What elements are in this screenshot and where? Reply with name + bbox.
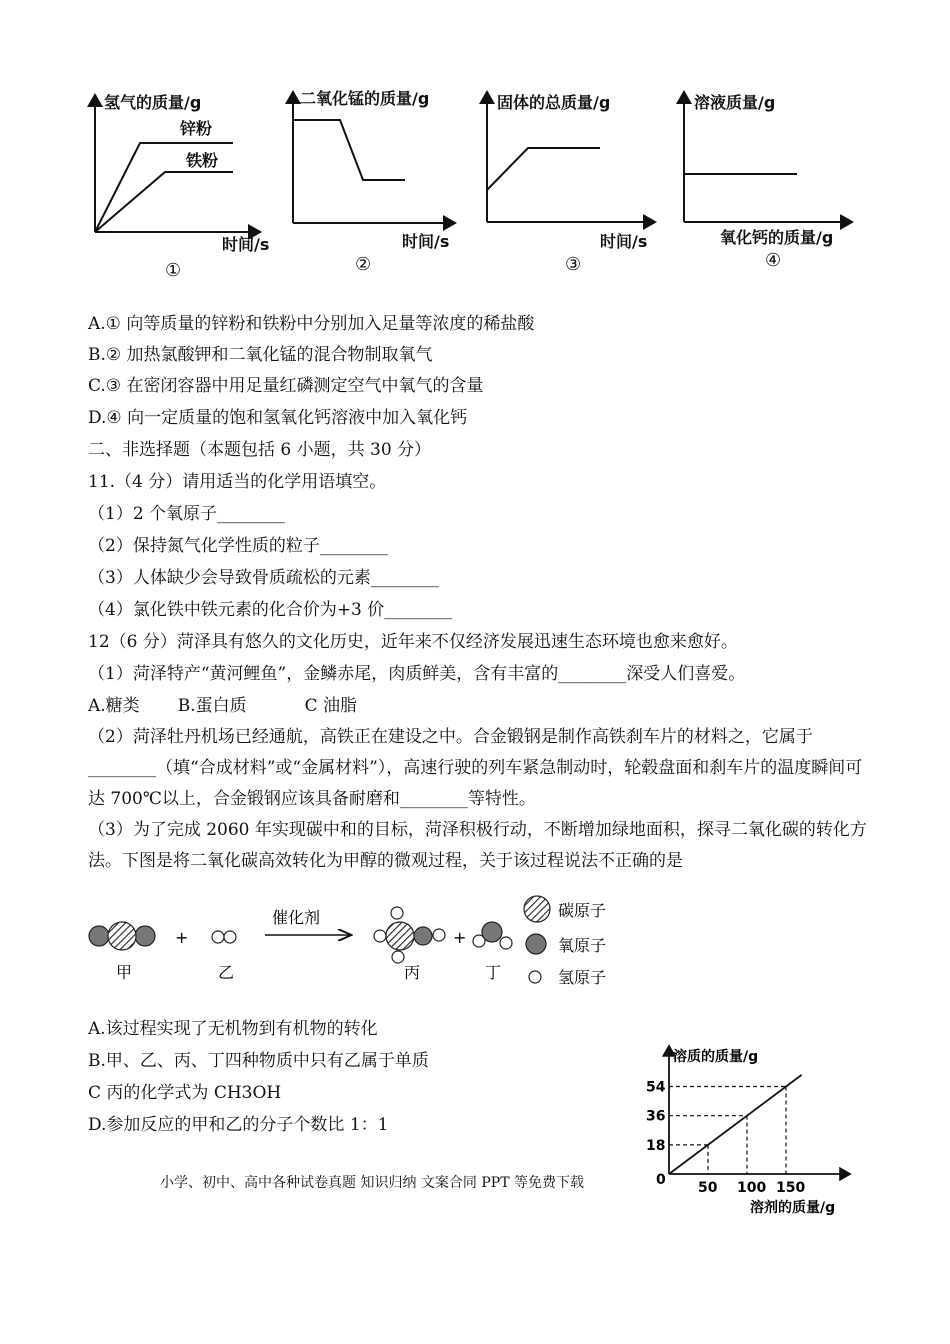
x-tick-label: 150: [776, 1180, 806, 1196]
solid-mass-line: [487, 148, 600, 190]
chart-xlabel: 溶剂的质量/g: [750, 1200, 836, 1216]
iron-line: [95, 172, 233, 232]
h2-molecule: [212, 931, 236, 943]
graph1-xlabel: 时间/s: [222, 235, 270, 254]
legend-carbon: 碳原子: [558, 901, 607, 920]
catalyst-label: 催化剂: [272, 908, 321, 927]
legend-oxygen: 氧原子: [558, 936, 607, 955]
graph2-ylabel: 二氧化锰的质量/g: [300, 89, 430, 108]
mno2-line: [293, 120, 405, 180]
graph-1: [95, 93, 269, 281]
q10-option-c: C.③ 在密闭容器中用足量红磷测定空气中氧气的含量: [88, 376, 484, 396]
solubility-chart: [630, 1040, 870, 1220]
q12-part-1: （1）菏泽特产“黄河鲤鱼”，金鳞赤尾，肉质鲜美，含有丰富的________深受人们喜爱。: [88, 664, 746, 684]
chart-origin: 0: [656, 1172, 666, 1188]
legend: [524, 896, 606, 987]
label-yi: 乙: [218, 963, 235, 982]
graph4-number: ④: [765, 250, 782, 271]
q12-stem: 12（6 分）菏泽具有悠久的文化历史，近年来不仅经济发展迅速生态环境也愈来愈好。: [88, 632, 738, 652]
graph-3: [487, 92, 655, 275]
y-tick-label: 36: [646, 1108, 666, 1125]
data-line: [669, 1075, 802, 1174]
label-ding: 丁: [485, 963, 502, 982]
q12-p1-option-c: C 油脂: [304, 696, 358, 716]
q12-part-1-options: [88, 695, 357, 717]
y-tick-label: 54: [646, 1079, 666, 1096]
plus-2: +: [453, 928, 467, 947]
graph3-number: ③: [565, 254, 582, 275]
x-tick-label: 100: [737, 1180, 767, 1196]
q11-item-1: （1）2 个氧原子________: [88, 504, 286, 524]
y-tick-label: 18: [646, 1137, 666, 1154]
x-tick-label: 50: [698, 1180, 718, 1196]
chart-ylabel: 溶质的质量/g: [673, 1049, 759, 1065]
q12-p1-option-b: B.蛋白质: [177, 696, 247, 716]
q12-option-b: B.甲、乙、丙、丁四种物质中只有乙属于单质: [88, 1051, 429, 1071]
q12-option-c: C 丙的化学式为 CH3OH: [88, 1083, 282, 1103]
graph2-number: ②: [355, 254, 372, 275]
legend-carbon-swatch: [524, 896, 550, 922]
ch3oh-molecule: [374, 907, 445, 963]
q10-option-a: A.① 向等质量的锌粉和铁粉中分别加入足量等浓度的稀盐酸: [88, 314, 535, 334]
graph3-ylabel: 固体的总质量/g: [497, 93, 611, 112]
h2o-molecule: [473, 922, 512, 949]
graph-4: [684, 92, 852, 271]
graph1-number: ①: [165, 260, 182, 281]
label-jia: 甲: [116, 963, 133, 982]
legend-hydrogen: 氢原子: [558, 968, 607, 987]
q11-item-2: （2）保持氮气化学性质的粒子________: [88, 536, 388, 556]
graph1-series2: 铁粉: [186, 151, 219, 170]
label-bing: 丙: [404, 963, 421, 982]
plus-1: +: [175, 928, 189, 947]
graph4-xlabel: 氧化钙的质量/g: [720, 228, 834, 247]
q12-p1-option-a: A.糖类: [88, 696, 140, 716]
q12-option-a: A.该过程实现了无机物到有机物的转化: [88, 1019, 378, 1039]
graph3-xlabel: 时间/s: [600, 232, 648, 251]
reaction-diagram: [0, 885, 640, 995]
graph1-series1: 锌粉: [180, 119, 213, 138]
section-2-heading: 二、非选择题（本题包括 6 小题，共 30 分）: [88, 440, 432, 460]
top-graphs: [0, 0, 950, 290]
co2-molecule: [89, 922, 155, 950]
legend-hydrogen-swatch: [529, 971, 541, 983]
graph2-xlabel: 时间/s: [402, 232, 450, 251]
footer-note: 小学、初中、高中各种试卷真题 知识归纳 文案合同 PPT 等免费下载: [160, 1175, 584, 1191]
q12-part-2: （2）菏泽牡丹机场已经通航，高铁正在建设之中。合金锻钢是制作高铁刹车片的材料之，它属于________（填“合成材料”或“金属材料”），高速行驶的列车紧急制动时，轮毂盘面和刹车片的温度瞬间可达 700℃以上，合金锻钢应该具备耐磨和________等特性。: [88, 727, 863, 809]
q11-item-3: （3）人体缺少会导致骨质疏松的元素________: [88, 568, 439, 588]
graph1-ylabel: 氢气的质量/g: [104, 93, 202, 112]
q12-option-d: D.参加反应的甲和乙的分子个数比 1：1: [88, 1115, 389, 1135]
graph4-ylabel: 溶液质量/g: [694, 93, 776, 112]
q12-part-3: （3）为了完成 2060 年实现碳中和的目标，菏泽积极行动，不断增加绿地面积，探寻二氧化碳的转化方法。下图是将二氧化碳高效转化为甲醇的微观过程，关于该过程说法不正确的是: [88, 820, 867, 871]
q11-item-4: （4）氯化铁中铁元素的化合价为+3 价________: [88, 600, 453, 620]
q10-option-b: B.② 加热氯酸钾和二氧化锰的混合物制取氧气: [88, 345, 433, 365]
q10-option-d: D.④ 向一定质量的饱和氢氧化钙溶液中加入氧化钙: [88, 408, 468, 428]
graph-2: [293, 89, 455, 275]
q11-stem: 11.（4 分）请用适当的化学用语填空。: [88, 472, 387, 492]
legend-oxygen-swatch: [526, 934, 546, 954]
